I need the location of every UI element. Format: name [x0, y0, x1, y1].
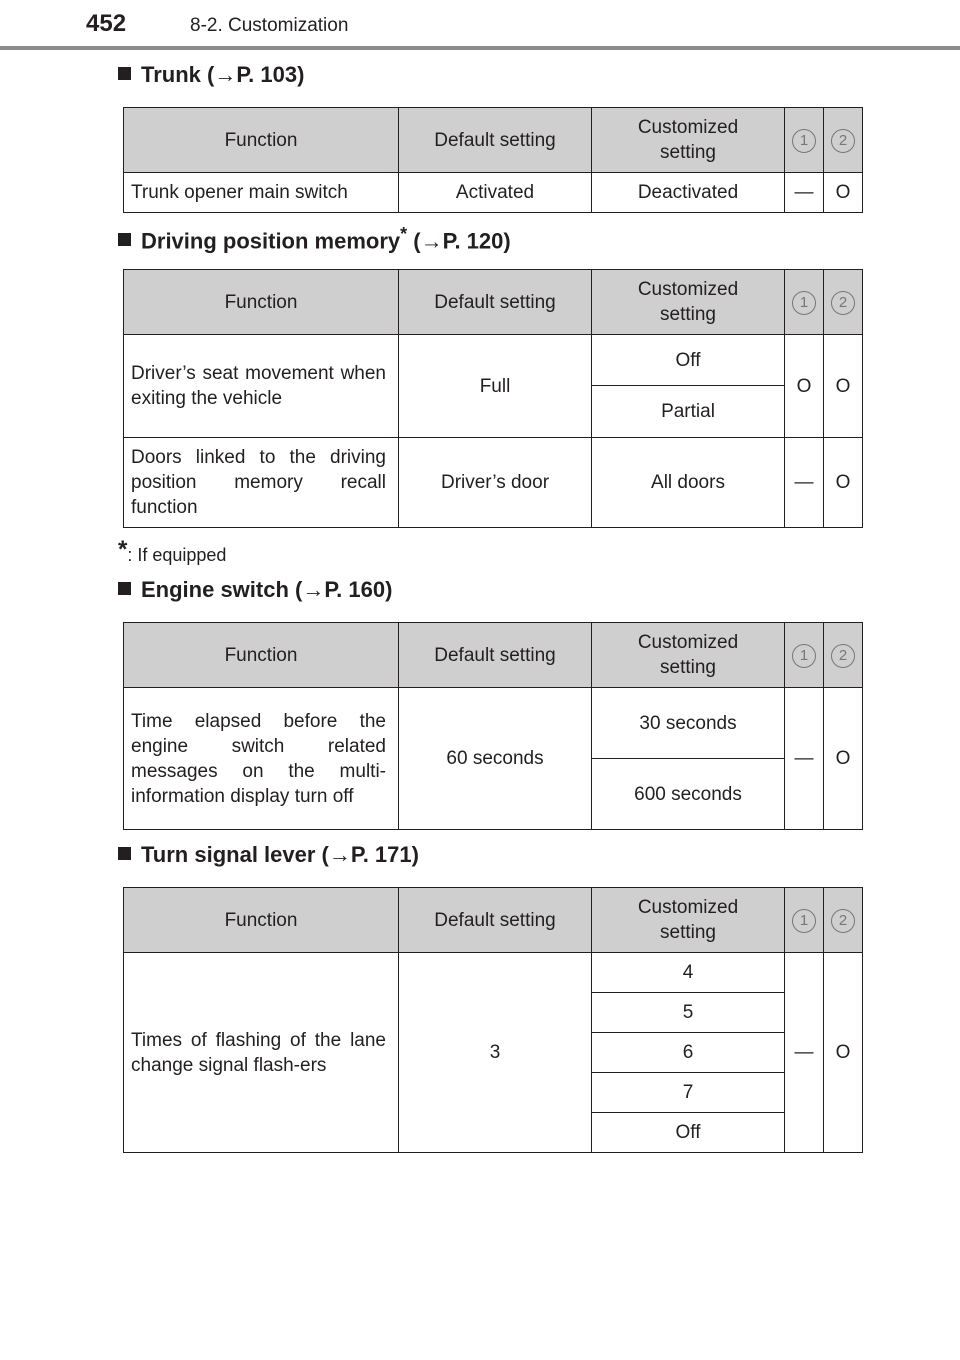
- circled-1-icon: 1: [792, 644, 816, 668]
- cell-c1: —: [785, 953, 824, 1153]
- section-heading-driving: Driving position memory* (→P. 120): [118, 224, 511, 254]
- footnote: *: If equipped: [118, 536, 227, 565]
- col-2: [824, 108, 863, 173]
- cell-c2: O: [824, 688, 863, 830]
- cell-function: Times of flashing of the lane change signal flash-ers: [124, 953, 399, 1153]
- cell-default: 3: [399, 953, 592, 1153]
- col-2: [824, 888, 863, 953]
- circled-2-icon: 2: [831, 644, 855, 668]
- circled-1-icon: 1: [792, 909, 816, 933]
- circled-1-icon: 1: [792, 129, 816, 153]
- cell-c1: —: [785, 438, 824, 528]
- cell-default: 60 seconds: [399, 688, 592, 830]
- col-1: [785, 108, 824, 173]
- circled-2-icon: 2: [831, 291, 855, 315]
- table-row: [124, 953, 863, 993]
- table-row: [124, 438, 863, 528]
- cell-default: Activated: [399, 173, 592, 213]
- cell-custom: Off: [592, 335, 785, 386]
- col-custom: Customized setting: [592, 888, 785, 953]
- cell-c2: O: [824, 953, 863, 1153]
- circled-2-icon: 2: [831, 129, 855, 153]
- col-default: Default setting: [399, 270, 592, 335]
- col-2: [824, 623, 863, 688]
- page-number: 452: [86, 10, 127, 37]
- circled-1-icon: 1: [792, 291, 816, 315]
- square-bullet-icon: [118, 847, 131, 860]
- table-row: [124, 688, 863, 759]
- cell-c1: O: [785, 335, 824, 438]
- cell-c2: O: [824, 173, 863, 213]
- col-2: [824, 270, 863, 335]
- section-heading-turn-signal: Turn signal lever (→P. 171): [118, 842, 419, 868]
- circled-2-icon: 2: [831, 909, 855, 933]
- cell-default: Driver’s door: [399, 438, 592, 528]
- cell-c1: —: [785, 688, 824, 830]
- cell-custom: 30 seconds: [592, 688, 785, 759]
- cell-c2: O: [824, 438, 863, 528]
- cell-default: Full: [399, 335, 592, 438]
- cell-option: 5: [592, 993, 785, 1033]
- cell-function: Driver’s seat movement when exiting the vehicle: [124, 335, 399, 438]
- col-custom: Customized setting: [592, 108, 785, 173]
- table-driving: [123, 269, 863, 528]
- cell-c2: O: [824, 335, 863, 438]
- table-trunk: [123, 107, 863, 213]
- col-1: [785, 888, 824, 953]
- cell-option: Off: [592, 1113, 785, 1153]
- table-engine: [123, 622, 863, 830]
- table-row: [124, 335, 863, 386]
- col-1: [785, 623, 824, 688]
- cell-option: 4: [592, 953, 785, 993]
- col-function: Function: [124, 108, 399, 173]
- col-custom: Customized setting: [592, 623, 785, 688]
- section-heading-trunk: Trunk (→P. 103): [118, 62, 304, 88]
- cell-custom: Deactivated: [592, 173, 785, 213]
- cell-custom: Partial: [592, 386, 785, 438]
- header-rule: [0, 46, 960, 50]
- col-custom: Customized setting: [592, 270, 785, 335]
- col-function: Function: [124, 888, 399, 953]
- cell-custom: 600 seconds: [592, 759, 785, 830]
- square-bullet-icon: [118, 67, 131, 80]
- col-1: [785, 270, 824, 335]
- table-turn-signal: [123, 887, 863, 1153]
- col-function: Function: [124, 623, 399, 688]
- col-default: Default setting: [399, 108, 592, 173]
- square-bullet-icon: [118, 233, 131, 246]
- cell-c1: —: [785, 173, 824, 213]
- section-heading-engine: Engine switch (→P. 160): [118, 577, 392, 603]
- cell-option: 7: [592, 1073, 785, 1113]
- cell-function: Time elapsed before the engine switch related messages on the multi-information display turn off: [124, 688, 399, 830]
- square-bullet-icon: [118, 582, 131, 595]
- cell-option: 6: [592, 1033, 785, 1073]
- table-row: [124, 173, 863, 213]
- cell-function: Trunk opener main switch: [124, 173, 399, 213]
- col-function: Function: [124, 270, 399, 335]
- col-default: Default setting: [399, 623, 592, 688]
- col-default: Default setting: [399, 888, 592, 953]
- cell-custom: All doors: [592, 438, 785, 528]
- chapter-title: 8-2. Customization: [190, 15, 349, 36]
- cell-function: Doors linked to the driving position memory recall function: [124, 438, 399, 528]
